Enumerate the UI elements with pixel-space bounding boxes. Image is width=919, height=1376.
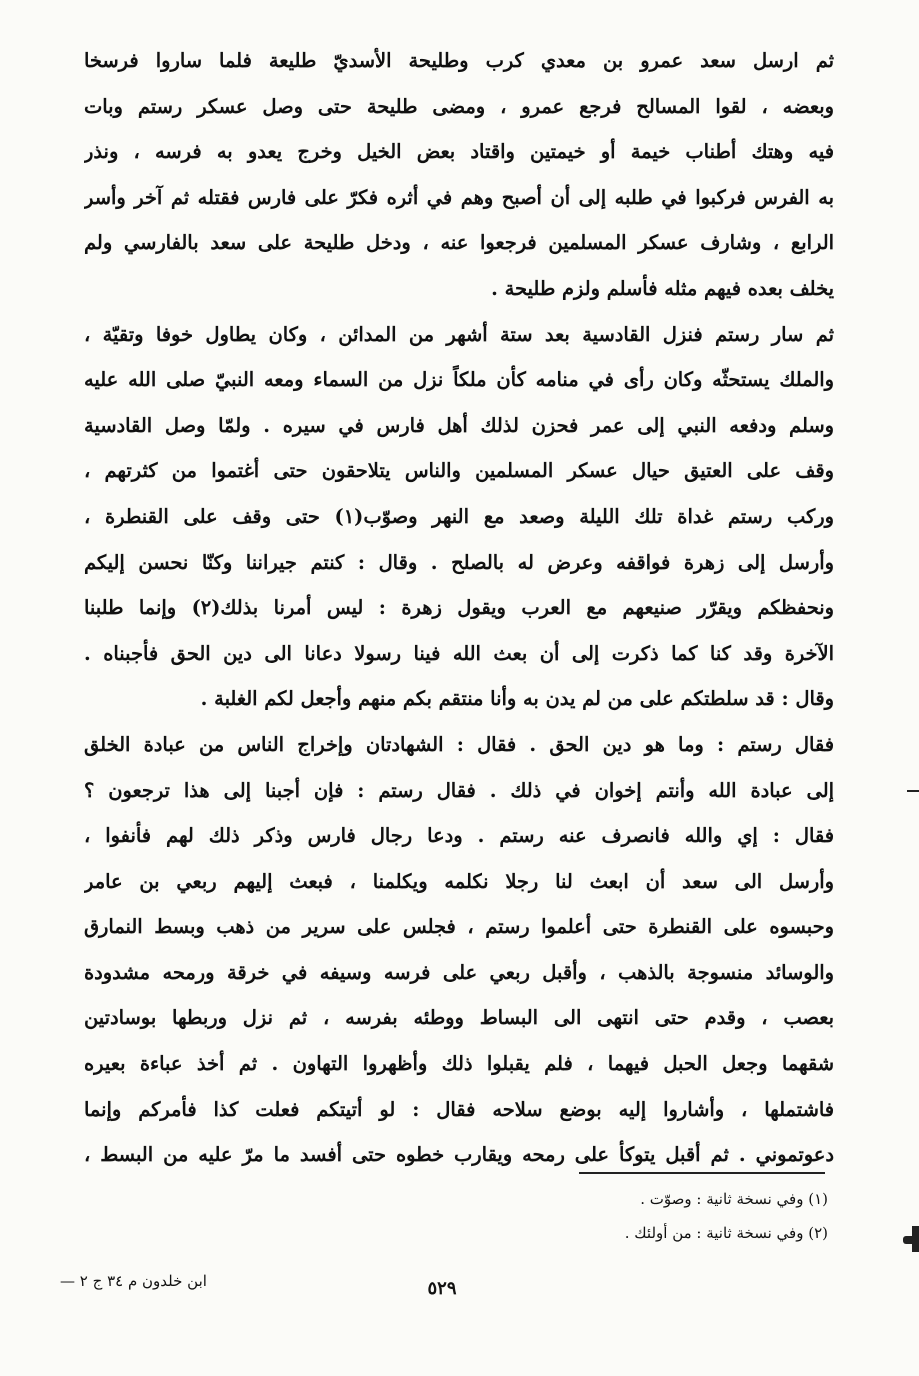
text-line: به الفرس فركبوا في طلبه إلى أن أصبح وهم في أثره فكرّ على فارس فقتله ثم آخر وأسر [84, 185, 834, 209]
text-line: وقف على العتيق حيال عسكر المسلمين والناس يتلاحقون حتى أغتموا من كثرتهم ، [84, 459, 834, 483]
text-line: ثم ارسل سعد عمرو بن معدي كرب وطليحة الأسديّ طليعة فلما ساروا فرسخا [84, 49, 834, 72]
text-line: وأرسل إلى زهرة فواقفه وعرض له بالصلح . وقال : كنتم جيراننا وكنّا نحسن إليكم [84, 550, 834, 574]
text-line: فقال رستم : وما هو دين الحق . فقال : الشهادتان وإخراج الناس من عبادة الخلق [84, 732, 834, 756]
text-line: وسلم ودفعه النبي إلى عمر فحزن لذلك أهل فارس في سيره . ولمّا وصل القادسية [84, 413, 834, 437]
text-line: فاشتملها ، وأشاروا إليه بوضع سلاحه فقال : لو أتيتكم فعلت كذا فأمركم وإنما [84, 1097, 834, 1121]
text-line: الآخرة وقد كنا كما ذكرت إلى أن بعث الله فينا رسولا دعانا الى دين الحق فأجبناه . [84, 641, 834, 665]
text-line: دعوتموني . ثم أقبل يتوكأ على رمحه ويقارب خطوه حتى أفسد ما مرّ عليه من البسط ، [84, 1143, 834, 1167]
text-line: والملك يستحثّه وكان رأى في منامه كأن ملكاً نزل من السماء ومعه النبيّ صلى الله عليه [84, 368, 834, 392]
footnotes-block [420, 1182, 828, 1250]
text-line: يخلف بعده فيهم مثله فأسلم ولزم طليحة . [491, 276, 834, 300]
printer-signature: ابن خلدون م ٣٤ ج ٢ — [60, 1272, 207, 1290]
text-line: ونحفظكم ويقرّر صنيعهم مع العرب ويقول زهرة : ليس أمرنا بذلك(٢) وإنما طلبنا [84, 596, 834, 620]
text-line: شقهما وجعل الحبل فيهما ، فلم يقبلوا ذلك وأظهروا التهاون . ثم أخذ عباءة بعيره [84, 1052, 834, 1076]
text-line: وركب رستم غداة تلك الليلة وصعد مع النهر وصوّب(١) حتى وقف على القنطرة ، [84, 504, 834, 528]
text-line: وحبسوه على القنطرة حتى أعلموا رستم ، فجلس على سرير من ذهب وبسط النمارق [84, 915, 834, 939]
text-line: وقال : قد سلطتكم على من لم يدن به وأنا منتقم بكم منهم وأجعل لكم الغلبة . [200, 687, 834, 711]
scan-edge-mark [907, 790, 919, 792]
text-line: الرابع ، وشارف عسكر المسلمين فرجعوا عنه ، ودخل طليحة على سعد بالفارسي ولم [84, 231, 834, 255]
text-line: بعصب ، وقدم حتى انتهى الى البساط ووطئه بفرسه ، ثم نزل وربطها بوسادتين [84, 1006, 834, 1030]
text-line: فيه وهتك أطناب خيمة أو خيمتين واقتاد بعض الخيل وخرج يعدو به فرسه ، ونذر [84, 140, 834, 164]
text-line: والوسائد منسوجة بالذهب ، وأقبل ربعي على فرسه وسيفه في خرقة ورمحه مشدودة [84, 960, 834, 984]
text-line: ثم سار رستم فنزل القادسية بعد ستة أشهر من المدائن ، وكان يطاول خوفا وتقيّة ، [84, 322, 834, 346]
footnote: (١) وفي نسخة ثانية : وصوّت . [640, 1190, 828, 1208]
scan-edge-mark [912, 1226, 919, 1252]
text-line: إلى عبادة الله وأنتم إخوان في ذلك . فقال رستم : فإن أجبنا إلى هذا ترجعون ؟ [84, 778, 834, 802]
main-text-block [84, 38, 834, 1178]
text-line: وبعضه ، لقوا المسالح فرجع عمرو ، ومضى طليحة حتى وصل عسكر رستم وبات [84, 94, 834, 118]
footnote-divider [579, 1172, 825, 1174]
page-number: ٥٢٩ [427, 1278, 457, 1299]
text-line: فقال : إي والله فانصرف عنه رستم . ودعا رجال فارس وذكر ذلك لهم فأنفوا ، [84, 824, 834, 848]
footnote: (٢) وفي نسخة ثانية : من أولئك . [624, 1224, 828, 1242]
text-line: وأرسل الى سعد أن ابعث لنا رجلا نكلمه ويكلمنا ، فبعث إليهم ربعي بن عامر [84, 869, 834, 893]
